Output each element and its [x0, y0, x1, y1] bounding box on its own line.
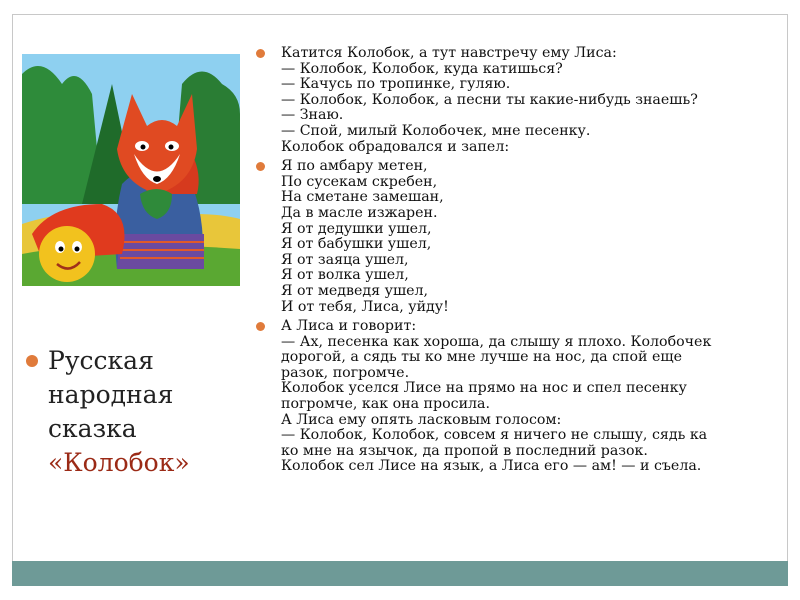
- fox-nose: [153, 176, 161, 182]
- story-text: [254, 46, 784, 479]
- fox-dress-hem: [117, 234, 204, 269]
- title-text-3: сказка: [48, 414, 137, 443]
- text-line: — Колобок, Колобок, совсем я ничего не слышу, сядь ка: [281, 427, 708, 444]
- paragraph-bullet-icon: [256, 162, 265, 171]
- text-line: Я от заяца ушел,: [281, 251, 409, 268]
- text-line: Я от волка ушел,: [281, 267, 409, 284]
- text-line: разок, погромче.: [281, 364, 410, 381]
- title-line-1: [26, 344, 246, 378]
- kolobok: [39, 226, 95, 282]
- slide-footer-bar: [12, 561, 788, 586]
- paragraph-bullet-icon: [256, 322, 265, 331]
- text-line: Колобок сел Лисе на язык, а Лиса его — ам! — и съела.: [281, 458, 702, 475]
- kolobok-pupil-right: [75, 247, 80, 252]
- text-line: — Спой, милый Колобочек, мне песенку.: [281, 122, 591, 139]
- text-line: — Колобок, Колобок, а песни ты какие-нибудь знаешь?: [281, 91, 698, 108]
- title-line-2: [26, 378, 246, 412]
- text-line: — Ах, песенка как хороша, да слышу я плохо. Колобочек: [281, 333, 712, 350]
- text-line: По сусекам скребен,: [281, 173, 438, 190]
- fox-pupil-left: [141, 145, 146, 150]
- text-line: Я от бабушки ушел,: [281, 236, 432, 253]
- text-line: дорогой, а сядь ты ко мне лучше на нос, да спой еще: [281, 349, 682, 366]
- text-line: Колобок обрадовался и запел:: [281, 138, 510, 155]
- illustration-svg: [22, 54, 240, 286]
- text-line: — Знаю.: [281, 107, 344, 124]
- paragraph-fox-dialogue: [254, 46, 784, 155]
- title-bullet-icon: [26, 355, 38, 367]
- text-line: Колобок уселся Лисе на прямо на нос и спел песенку: [281, 380, 687, 397]
- text-line: ко мне на язычок, да пропой в последний разок.: [281, 442, 648, 459]
- text-line: На сметане замешан,: [281, 189, 444, 206]
- text-line: И от тебя, Лиса, уйду!: [281, 298, 449, 315]
- title-line-4: [26, 446, 246, 480]
- text-line: погромче, как она просила.: [281, 396, 491, 413]
- paragraph-song: [254, 159, 784, 315]
- kolobok-pupil-left: [59, 247, 64, 252]
- fox-kolobok-illustration: [22, 54, 240, 286]
- text-line: Катится Колобок, а тут навстречу ему Лиса:: [281, 45, 617, 61]
- text-line: Я по амбару метен,: [281, 158, 428, 175]
- paragraph-bullet-icon: [256, 49, 265, 58]
- text-line: — Колобок, Колобок, куда катишься?: [281, 60, 563, 77]
- title-text-2: народная: [48, 380, 174, 409]
- title-quoted-text: «Колобок»: [48, 448, 190, 477]
- text-line: — Качусь по тропинке, гуляю.: [281, 76, 511, 93]
- slide-title: [26, 344, 246, 480]
- title-line-3: [26, 412, 246, 446]
- title-text-1: Русская: [48, 346, 154, 375]
- fox-pupil-right: [169, 145, 174, 150]
- text-line: Я от медведя ушел,: [281, 282, 429, 299]
- text-line: Да в масле изжарен.: [281, 204, 438, 221]
- paragraph-ending: [254, 319, 784, 475]
- text-line: А Лиса ему опять ласковым голосом:: [281, 411, 562, 428]
- text-line: А Лиса и говорит:: [281, 318, 417, 335]
- text-line: Я от дедушки ушел,: [281, 220, 432, 237]
